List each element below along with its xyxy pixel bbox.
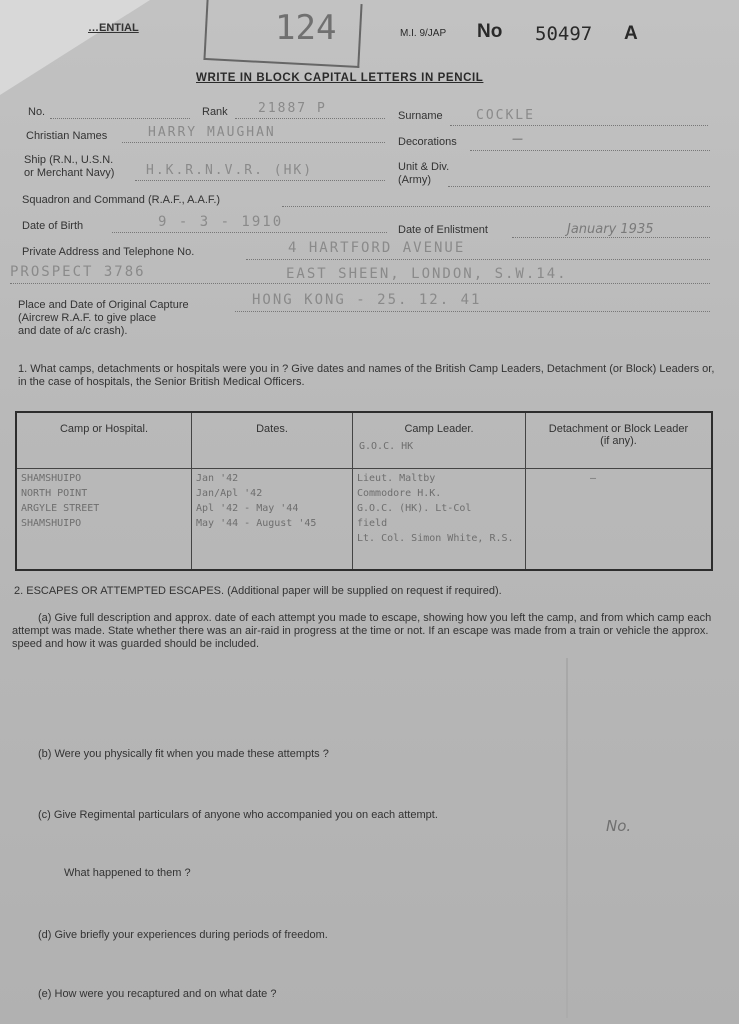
camp-entry: NORTH POINT: [21, 488, 88, 499]
enlist-value: January 1935: [567, 222, 654, 237]
col-header-leader: [353, 412, 526, 469]
surname-value: COCKLE: [476, 108, 535, 123]
ship-value: H.K.R.N.V.R. (HK): [146, 163, 314, 178]
rank-label: Rank: [202, 106, 228, 118]
enlist-label: Date of Enlistment: [398, 224, 488, 236]
question-2c: (c) Give Regimental particulars of anyone who accompanied you on each attempt.: [38, 809, 438, 821]
section-2-heading: 2. ESCAPES OR ATTEMPTED ESCAPES. (Additional paper will be supplied on request if required).: [14, 585, 502, 597]
unit-label-1: Unit & Div.: [398, 161, 450, 173]
leader-entry: field: [357, 518, 388, 529]
col-header-camp: Camp or Hospital.: [16, 412, 192, 469]
address-rule-2: [10, 283, 710, 284]
form-number: 50497: [535, 23, 593, 45]
enlist-rule: [512, 237, 710, 238]
surname-rule: [450, 125, 708, 126]
question-1: 1. What camps, detachments or hospitals were you in ? Give dates and names of the British Camp Leaders, Detachment (or Block) Leaders or, in the case of hospitals, the Senior British Medical Officers.: [18, 363, 715, 388]
camps-table: [15, 411, 713, 571]
number-label: No: [477, 21, 503, 42]
question-2c-answer: No.: [606, 817, 632, 835]
table-row: [16, 469, 712, 571]
question-2d: (d) Give briefly your experiences during periods of freedom.: [38, 929, 328, 941]
no-label: No.: [28, 106, 46, 118]
decorations-rule: [470, 150, 710, 151]
address-rule-1: [246, 259, 710, 260]
dates-cell: [192, 469, 353, 571]
decorations-value: —: [512, 132, 523, 145]
dates-entry: May '44 - August '45: [196, 518, 317, 529]
christian-rule: [122, 142, 385, 143]
stamp-number: 124: [275, 8, 337, 48]
ship-label-2: or Merchant Navy): [24, 167, 115, 179]
ship-label-1: Ship (R.N., U.S.N.: [24, 154, 114, 166]
surname-label: Surname: [398, 110, 443, 122]
detachment-entry: —: [590, 473, 597, 484]
leader-entry: Lieut. Maltby: [357, 473, 436, 484]
dob-value: 9 - 3 - 1910: [158, 214, 284, 230]
camp-leader-note: G.O.C. HK: [359, 441, 414, 452]
col-header-dates: Dates.: [192, 412, 353, 469]
capture-label-2: (Aircrew R.A.F. to give place: [18, 312, 157, 324]
squadron-label: Squadron and Command (R.A.F., A.A.F.): [22, 194, 221, 206]
instruction-title: WRITE IN BLOCK CAPITAL LETTERS IN PENCIL: [196, 72, 484, 84]
leader-entry: Lt. Col. Simon White, R.S.: [357, 533, 514, 544]
classification-mark: …ENTIAL: [88, 22, 139, 34]
question-2a: (a) Give full description and approx. date of each attempt you made to escape, showing how you left the camp, and from which camp each attempt was made. State whether there was an air-raid in progress at the time or not. If an escape was made from a train or vehicle the approx. speed and how it was guarded should be included.: [12, 612, 712, 650]
leader-entry: Commodore H.K.: [357, 488, 442, 499]
camp-entry: ARGYLE STREET: [21, 503, 100, 514]
no-rule: [50, 118, 190, 119]
dob-rule: [112, 232, 387, 233]
dates-entry: Jan/Apl '42: [196, 488, 263, 499]
form-suffix: A: [624, 23, 638, 44]
form-code: M.I. 9/JAP: [400, 28, 447, 39]
rank-value: 21887 P: [258, 101, 327, 116]
dates-entry: Jan '42: [196, 473, 239, 484]
address-label: Private Address and Telephone No.: [22, 246, 195, 258]
dob-label: Date of Birth: [22, 220, 84, 232]
address-value-2a: PROSPECT 3786: [10, 264, 146, 280]
camp-cell: [16, 469, 192, 571]
ship-rule: [135, 180, 385, 181]
capture-label-1: Place and Date of Original Capture: [18, 299, 189, 311]
col-header-leader-label: Camp Leader.: [404, 423, 474, 435]
leader-cell: [353, 469, 526, 571]
capture-rule: [235, 311, 710, 312]
address-value-2b: EAST SHEEN, LONDON, S.W.14.: [286, 266, 568, 282]
leader-entry: G.O.C. (HK). Lt-Col: [357, 503, 472, 514]
christian-value: HARRY MAUGHAN: [148, 125, 276, 140]
rank-rule: [235, 118, 385, 119]
unit-label-2: (Army): [398, 174, 431, 186]
decorations-label: Decorations: [398, 136, 457, 148]
dates-entry: Apl '42 - May '44: [196, 503, 299, 514]
capture-value: HONG KONG - 25. 12. 41: [252, 292, 482, 308]
christian-label: Christian Names: [26, 130, 108, 142]
squadron-rule: [282, 206, 710, 207]
col-header-detachment: Detachment or Block Leader (if any).: [526, 412, 713, 469]
address-value-1: 4 HARTFORD AVENUE: [288, 240, 466, 256]
question-2c-sub: What happened to them ?: [64, 867, 191, 879]
pencil-margin-line: [566, 658, 568, 1018]
question-2b: (b) Were you physically fit when you made these attempts ?: [38, 748, 329, 760]
camp-entry: SHAMSHUIPO: [21, 473, 82, 484]
folded-corner: [0, 0, 150, 95]
detachment-cell: [526, 469, 713, 571]
capture-label-3: and date of a/c crash).: [18, 325, 128, 337]
unit-rule: [448, 186, 710, 187]
question-2e: (e) How were you recaptured and on what date ?: [38, 988, 277, 1000]
camp-entry: SHAMSHUIPO: [21, 518, 82, 529]
